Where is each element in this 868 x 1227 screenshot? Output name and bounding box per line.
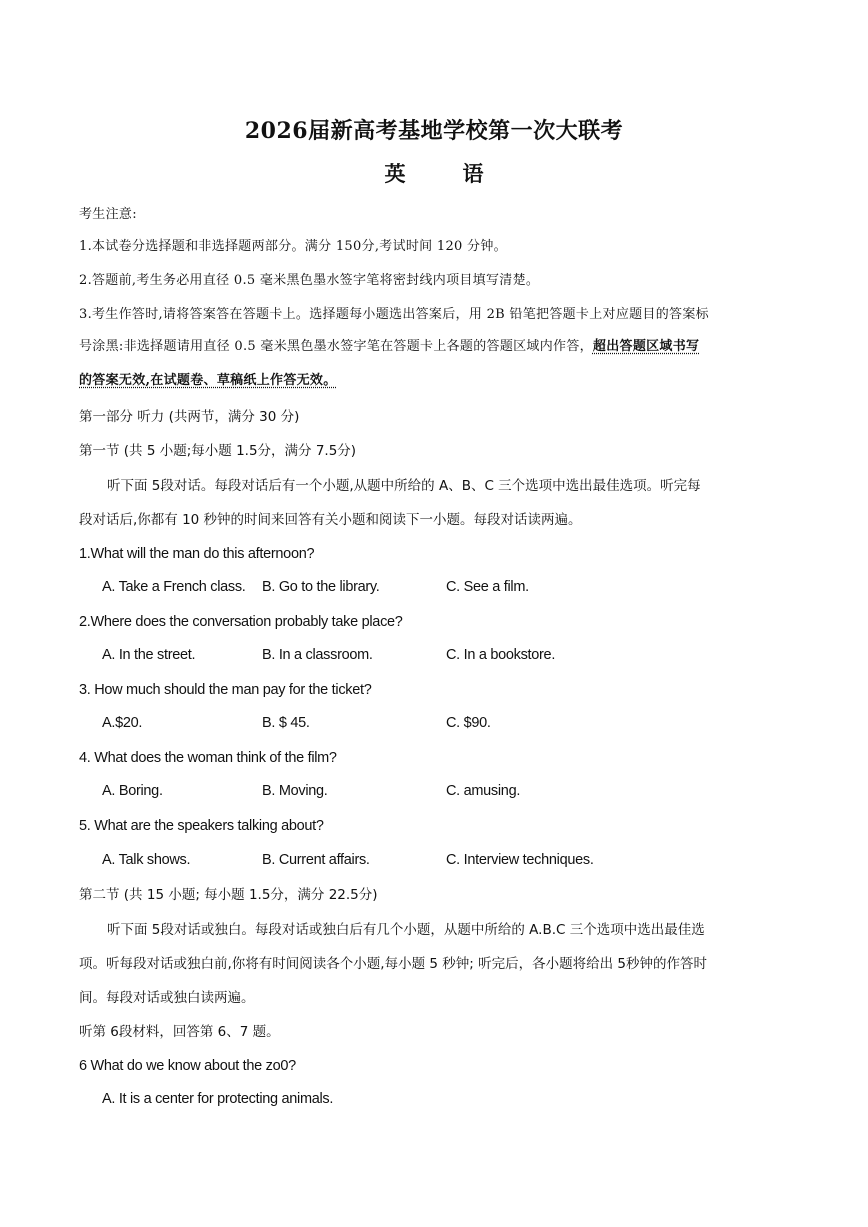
option-a: A. In the street. bbox=[102, 647, 196, 663]
notice-item-3-text: 号涂黑:非选择题请用直径 0.5 毫米黑色墨水签字笔在答题卡上各题的答题区域内作答， bbox=[79, 339, 593, 354]
option-a: A.$20. bbox=[102, 715, 143, 731]
option-b: B. Current affairs. bbox=[262, 852, 370, 868]
section-1-heading: 第一节 (共 5 小题;每小题 1.5分，满分 7.5分) bbox=[79, 443, 357, 459]
notice-heading: 考生注意: bbox=[79, 207, 137, 222]
exam-subject: 英 语 bbox=[384, 161, 502, 186]
question-5-stem: 5. What are the speakers talking about? bbox=[79, 818, 324, 834]
notice-item-3-line-2 bbox=[79, 338, 791, 356]
notice-item-2: 2.答题前,考生务必用直径 0.5 毫米黑色墨水签字笔将密封线内项目填写清楚。 bbox=[79, 273, 540, 288]
question-3-stem: 3. How much should the man pay for the ticket? bbox=[79, 682, 372, 698]
question-3-options bbox=[102, 715, 792, 733]
question-4-stem: 4. What does the woman think of the film? bbox=[79, 750, 337, 766]
exam-title: 2026届新高考基地学校第一次大联考 bbox=[244, 118, 624, 144]
option-c: C. In a bookstore. bbox=[446, 647, 556, 663]
option-b: B. $ 45. bbox=[262, 715, 310, 731]
part-1-heading: 第一部分 听力 (共两节，满分 30 分) bbox=[79, 409, 300, 425]
option-c: C. Interview techniques. bbox=[446, 852, 594, 868]
question-5-options bbox=[102, 852, 792, 870]
section-2-instructions-line-2: 项。听每段对话或独白前,你将有时间阅读各个小题,每小题 5 秒钟; 听完后，各小题将给出 5秒钟的作答时 bbox=[79, 956, 707, 972]
question-2-stem: 2.Where does the conversation probably take place? bbox=[79, 614, 403, 630]
notice-item-1: 1.本试卷分选择题和非选择题两部分。满分 150分,考试时间 120 分钟。 bbox=[79, 239, 507, 254]
option-b: B. Go to the library. bbox=[262, 579, 380, 595]
section-1-instructions-line-2: 段对话后,你都有 10 秒钟的时间来回答有关小题和阅读下一小题。每段对话读两遍。 bbox=[79, 512, 582, 528]
notice-item-3-line-3 bbox=[79, 372, 791, 390]
section-2-heading: 第二节 (共 15 小题; 每小题 1.5分，满分 22.5分) bbox=[79, 887, 378, 903]
option-c: C. $90. bbox=[446, 715, 491, 731]
option-c: C. amusing. bbox=[446, 783, 521, 799]
question-1-options bbox=[102, 579, 792, 597]
question-1-stem: 1.What will the man do this afternoon? bbox=[79, 546, 315, 562]
option-c: C. See a film. bbox=[446, 579, 529, 595]
section-1-instructions-line-1: 听下面 5段对话。每段对话后有一个小题,从题中所给的 A、B、C 三个选项中选出最佳选项。听完每 bbox=[107, 478, 701, 494]
material-6-heading: 听第 6段材料，回答第 6、7 题。 bbox=[79, 1024, 280, 1040]
section-2-instructions-line-3: 间。每段对话或独白读两遍。 bbox=[79, 990, 255, 1006]
option-a: A. Boring. bbox=[102, 783, 163, 799]
option-b: B. In a classroom. bbox=[262, 647, 373, 663]
notice-emphasis-text-2: 的答案无效,在试题卷、草稿纸上作答无效。 bbox=[79, 373, 337, 388]
question-4-options bbox=[102, 783, 792, 801]
question-6-options bbox=[102, 1091, 792, 1109]
question-6-stem: 6 What do we know about the zo0? bbox=[79, 1058, 296, 1074]
notice-item-3-line-1: 3.考生作答时,请将答案答在答题卡上。选择题每小题选出答案后，用 2B 铅笔把答题卡上对应题目的答案标 bbox=[79, 307, 709, 322]
section-2-instructions-line-1: 听下面 5段对话或独白。每段对话或独白后有几个小题，从题中所给的 A.B.C 三个选项中选出最佳选 bbox=[107, 922, 705, 938]
question-2-options bbox=[102, 647, 792, 665]
option-a: A. It is a center for protecting animals. bbox=[102, 1091, 334, 1107]
notice-emphasis-text: 超出答题区域书写 bbox=[592, 339, 700, 354]
option-a: A. Take a French class. bbox=[102, 579, 246, 595]
option-b: B. Moving. bbox=[262, 783, 328, 799]
option-a: A. Talk shows. bbox=[102, 852, 191, 868]
